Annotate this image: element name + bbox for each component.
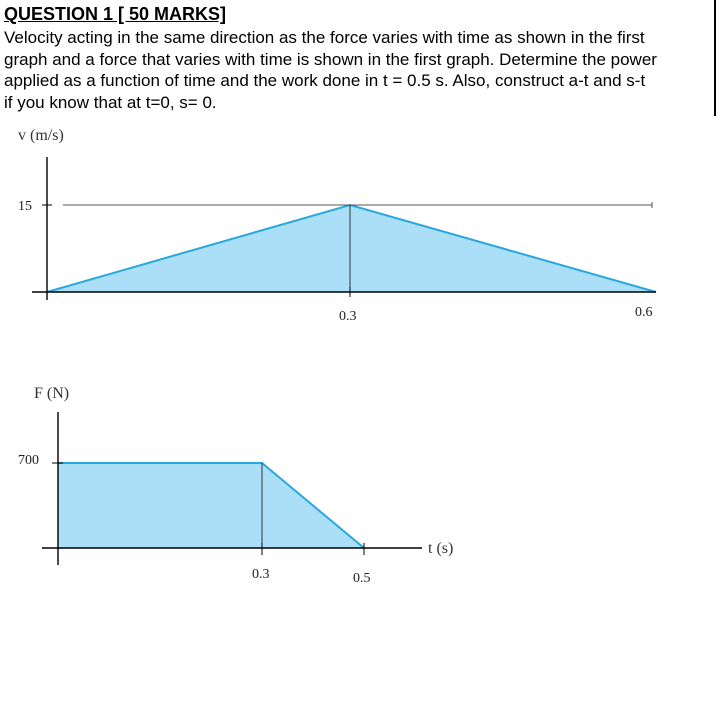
force-graph [18, 385, 453, 586]
velocity-x-tick-1: 0.3 [339, 309, 357, 324]
question-line-1: Velocity acting in the same direction as the force varies with time as shown in the first [4, 28, 645, 47]
question-line-3: applied as a function of time and the work done in t = 0.5 s. Also, construct a-t and s-t [4, 71, 646, 90]
force-y-tick: 700 [18, 453, 39, 468]
force-x-tick-2: 0.5 [353, 571, 371, 586]
question-line-2: graph and a force that varies with time is shown in the first graph. Determine the power [4, 49, 657, 69]
velocity-axis-label: v (m/s) [18, 127, 64, 144]
velocity-graph [18, 127, 656, 324]
question-line-4: if you know that at t=0, s= 0. [4, 92, 217, 112]
force-area [58, 463, 364, 548]
velocity-area [47, 205, 656, 292]
question-title: QUESTION 1 [ 50 MARKS] [4, 4, 227, 24]
force-x-tick-1: 0.3 [252, 567, 270, 582]
velocity-x-tick-2: 0.6 [635, 305, 653, 320]
force-x-axis-label: t (s) [428, 540, 454, 557]
velocity-y-tick: 15 [18, 199, 32, 214]
force-axis-label: F (N) [34, 385, 70, 402]
